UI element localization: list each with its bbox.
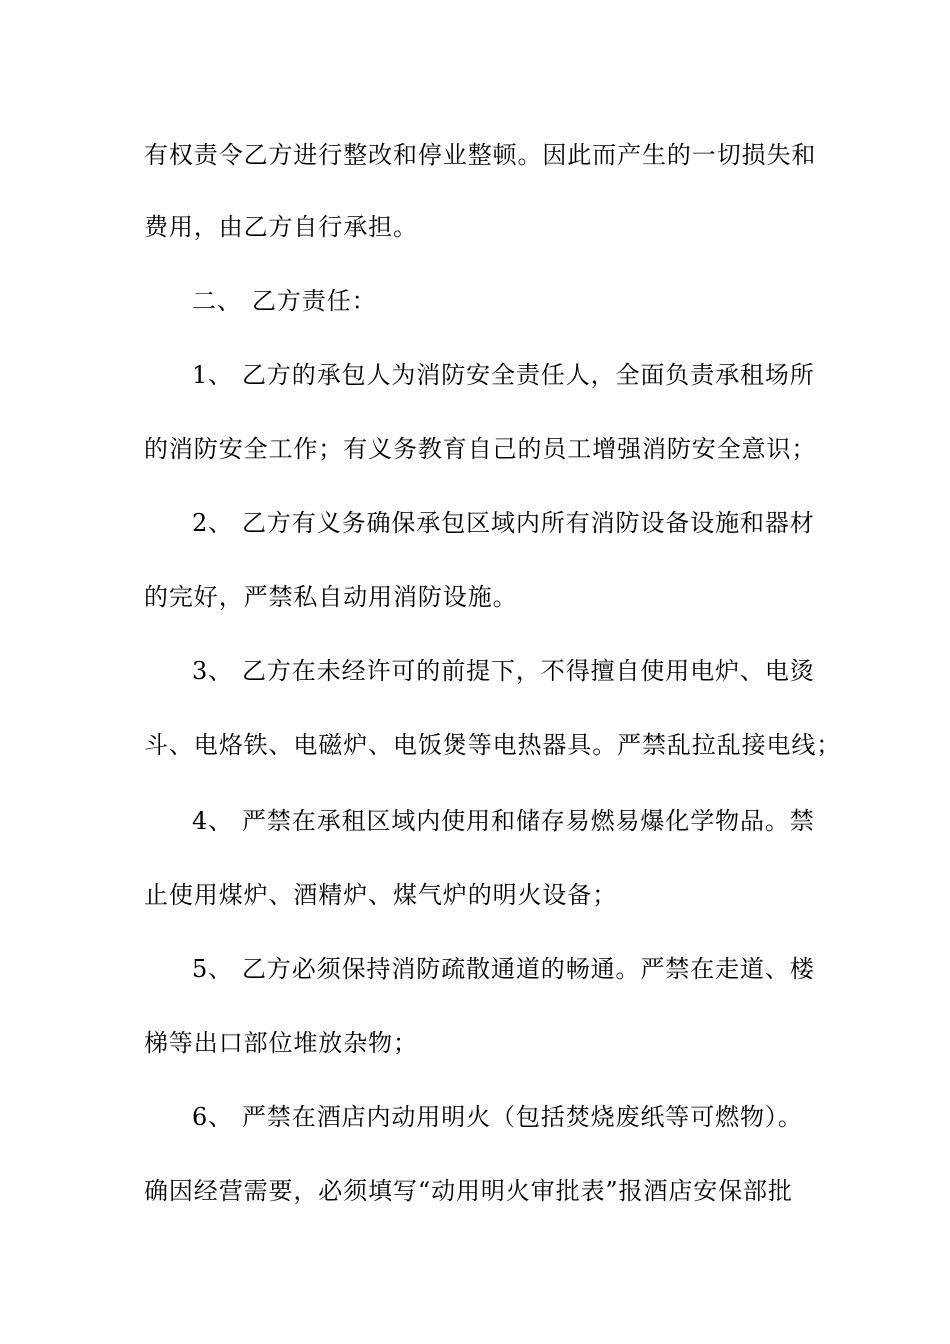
paragraph-line: 的完好，严禁私自动用消防设施。: [144, 583, 518, 611]
item-number: 6、: [192, 1103, 234, 1131]
item-text: 乙方的承包人为消防安全责任人，全面负责承租场所: [242, 361, 815, 389]
item-text: 乙方在未经许可的前提下，不得擅自使用电炉、电烫: [242, 657, 815, 685]
list-item-1: [192, 360, 815, 390]
paragraph-line: 梯等出口部位堆放杂物；: [144, 1029, 418, 1057]
item-number: 5、: [192, 955, 234, 983]
section-title: 乙方责任：: [252, 287, 377, 315]
list-item-2: [192, 508, 815, 538]
item-text: 严禁在酒店内动用明火（包括焚烧废纸等可燃物）。: [242, 1103, 803, 1131]
list-item-6: [192, 1102, 803, 1132]
paragraph-line: 的消防安全工作；有义务教育自己的员工增强消防安全意识；: [144, 435, 817, 463]
paragraph-line: 止使用煤炉、酒精炉、煤气炉的明火设备；: [144, 881, 618, 909]
item-number: 1、: [192, 361, 234, 389]
list-item-3: [192, 656, 815, 686]
item-text: 乙方必须保持消防疏散通道的畅通。严禁在走道、楼: [242, 955, 815, 983]
item-number: 3、: [192, 657, 234, 685]
section-number: 二、: [192, 287, 242, 315]
paragraph-line: 斗、电烙铁、电磁炉、电饭煲等电热器具。严禁乱拉乱接电线；: [144, 731, 842, 759]
item-text: 严禁在承租区域内使用和储存易燃易爆化学物品。禁: [242, 807, 815, 835]
item-number: 2、: [192, 509, 234, 537]
paragraph-line: 费用，由乙方自行承担。: [144, 213, 418, 241]
item-number: 4、: [192, 807, 234, 835]
list-item-5: [192, 954, 815, 984]
section-heading: [192, 286, 377, 316]
item-text: 乙方有义务确保承包区域内所有消防设备设施和器材: [242, 509, 815, 537]
paragraph-line: 确因经营需要，必须填写“动用明火审批表”报酒店安保部批: [144, 1177, 793, 1205]
list-item-4: [192, 806, 815, 836]
paragraph-line: 有权责令乙方进行整改和停业整顿。因此而产生的一切损失和: [144, 141, 817, 169]
